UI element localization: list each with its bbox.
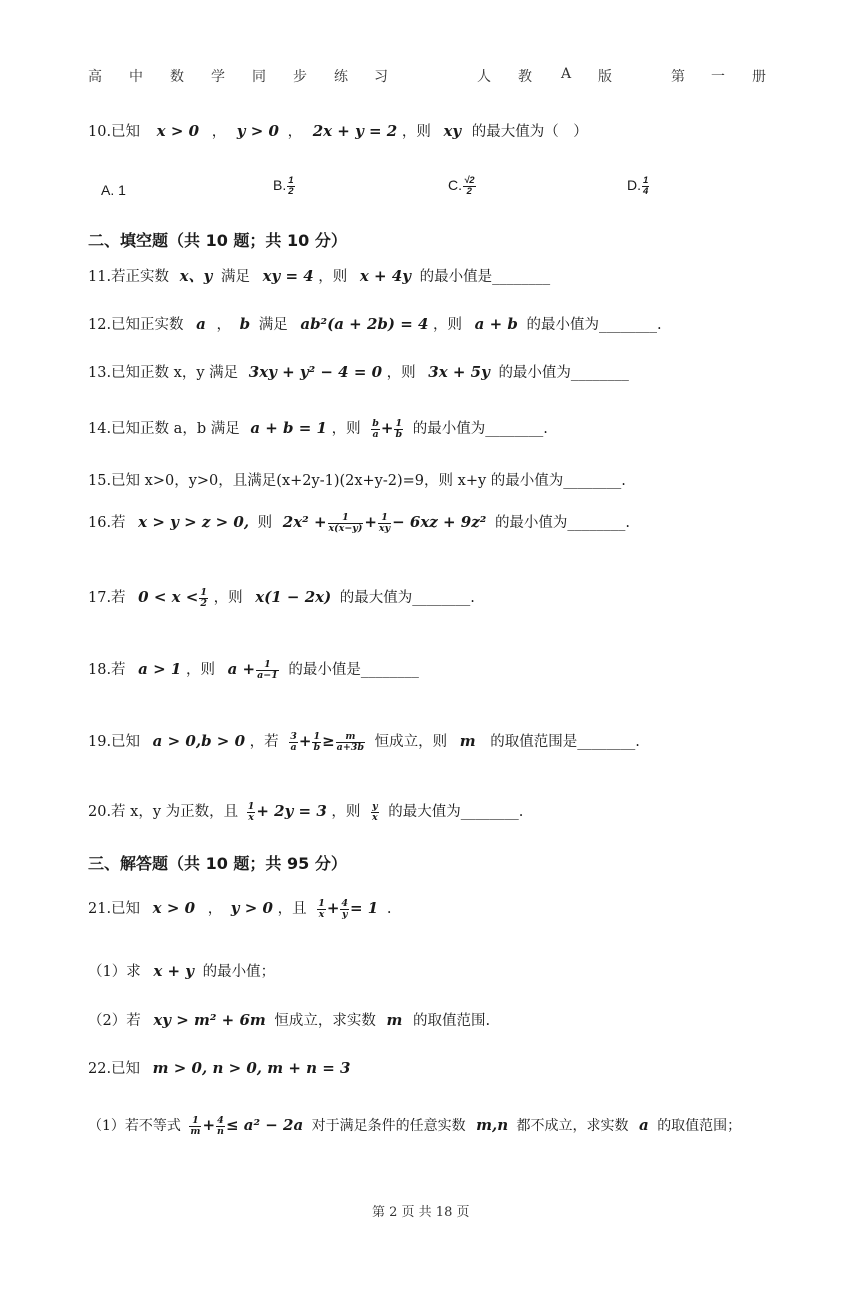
math-condition: a > 0,b > 0 [152,732,246,750]
text: ，则 [318,269,348,285]
question-15: 15.已知 x>0，y>0，且满足(x+2y-1)(2x+y-2)=9，则 x+y 的最小值为________. [88,473,626,489]
option-label: C. [448,177,462,194]
fraction-denominator: 2 [466,186,472,197]
text: 20.若 x，y 为正数，且 [88,804,239,820]
math-variables: m,n [476,1116,509,1134]
text: 21.已知 [88,901,141,917]
text: 的最小值为________. [494,515,631,531]
question-19 [88,730,640,753]
text: 则 [257,515,273,531]
text: 满足 [220,269,250,285]
header-char: 教 [518,69,532,85]
punctuation: . [386,901,392,917]
option-a: A. 1 [101,182,126,198]
fraction-numerator: 1 [328,513,364,524]
fraction-denominator: 2 [200,597,207,609]
header-char: 高 [88,69,102,85]
punctuation: ， [207,901,223,917]
math-variable: m [386,1011,403,1029]
text: 对于满足条件的任意实数 [311,1118,466,1134]
section-heading-fill-blank: 二、填空题（共 10 题；共 10 分） [88,231,347,250]
fraction-numerator: 3 [290,730,297,742]
math-expression: a + b [474,315,518,333]
text: 满足 [258,317,288,333]
fraction-denominator: n [217,1125,224,1137]
text: 14.已知正数 a，b 满足 [88,421,240,437]
fraction-denominator: b [313,741,321,753]
question-12 [88,313,662,334]
math-condition: a + b = 1 [250,419,327,437]
option-label: D. [627,177,641,194]
text: 的最小值是________ [419,269,551,285]
page-number-footer: 第 2 页 共 18 页 [372,1205,470,1220]
fraction-denominator: a [372,428,379,440]
math-condition: 2x + y = 2 [312,122,398,140]
header-char: 数 [170,69,184,85]
question-10 [88,120,588,141]
fraction-numerator: 1 [200,586,207,598]
text: ，则 [213,590,243,606]
text: ，则 [331,421,361,437]
header-char: 册 [752,69,766,85]
fraction-numerator: 1 [395,417,403,429]
fraction-denominator: a [290,741,297,753]
math-operator: + [380,419,394,437]
text: 的取值范围. [412,1013,491,1029]
text: ，则 [433,317,463,333]
question-number: 10.已知 [88,124,141,140]
question-22-part-1 [88,1115,741,1137]
fraction-numerator: 4 [217,1114,224,1126]
math-condition: m > 0, n > 0, m + n = 3 [152,1059,351,1077]
text: ，则 [401,124,431,140]
math-expression: ≤ a² − 2a [225,1116,304,1134]
header-char: 同 [252,69,266,85]
math-variable: a [196,315,206,333]
fraction-denominator: a−1 [257,669,278,681]
math-expression: + 2y = 3 [256,802,327,820]
fraction-denominator: b [395,428,403,440]
header-char: A [561,66,572,82]
header-char: 中 [129,69,143,85]
fraction-numerator: 1 [318,897,325,909]
fraction-numerator: 1 [189,1116,201,1127]
math-expression: 2x² + [282,513,327,531]
text: 的取值范围； [657,1118,742,1134]
fraction-denominator: 2 [288,186,294,197]
header-char: 版 [598,69,612,85]
text: 18.若 [88,662,126,678]
math-expression: xy [443,122,462,140]
math-operator: ≥ [322,732,335,750]
math-variable: a [639,1116,649,1134]
option-d [627,176,650,197]
fraction-numerator: m [336,732,365,743]
text: ，则 [185,662,215,678]
text: 13.已知正数 x，y 满足 [88,365,239,381]
header-char: 习 [374,69,388,85]
header-char: 一 [711,69,725,85]
header-char: 人 [477,69,491,85]
math-expression: x(1 − 2x) [255,588,332,606]
header-char: 第 [671,69,685,85]
math-operator: + [298,732,312,750]
text: 的最大值为（ ） [471,124,588,140]
text: ，则 [386,365,416,381]
text: （1）求 [88,964,141,980]
text: 的取值范围是________. [490,734,640,750]
math-condition: y > 0 [236,122,279,140]
text: ，若 [249,734,279,750]
math-operator: + [326,899,340,917]
math-condition: ab²(a + 2b) = 4 [300,315,429,333]
fraction-numerator: 1 [378,513,391,524]
punctuation: ， [216,317,232,333]
fraction-numerator: √2 [464,175,475,186]
option-b [273,176,296,197]
fraction-denominator: 4 [643,186,649,197]
fraction-numerator: 1 [256,660,279,671]
math-variable: b [239,315,251,333]
header-char: 学 [211,69,225,85]
header-char: 步 [293,69,307,85]
question-17 [88,586,475,609]
fraction-denominator: xy [378,522,391,534]
text: 的最大值为________. [339,590,475,606]
fraction-denominator: m [190,1125,201,1137]
question-14 [88,417,548,440]
math-condition: 0 < x < [138,588,199,606]
section-heading-solve: 三、解答题（共 10 题；共 95 分） [88,854,347,873]
text: ，则 [331,804,361,820]
option-c [448,176,477,197]
text: 12.已知正实数 [88,317,184,333]
text: 11.若正实数 [88,269,170,285]
text: 16.若 [88,515,126,531]
text: 都不成立，求实数 [516,1118,629,1134]
punctuation: ， [287,124,303,140]
math-expression: x + 4y [359,267,411,285]
math-condition: a > 1 [138,660,182,678]
text: 的最小值是________ [288,662,419,678]
math-condition: 3xy + y² − 4 = 0 [248,363,383,381]
text: 的最小值为________. [526,317,662,333]
math-expression: a + [227,660,256,678]
text: 17.若 [88,590,126,606]
question-20 [88,800,523,823]
question-21-part-1 [88,960,275,981]
fraction-denominator: x [248,811,254,823]
text: （1）若不等式 [88,1118,181,1134]
question-22 [88,1057,350,1078]
question-13 [88,361,629,382]
question-16 [88,511,630,534]
math-variables: x、y [179,267,213,285]
math-expression: xy > m² + 6m [153,1011,266,1029]
math-condition: x > 0 [152,899,196,917]
header-char: 练 [334,69,348,85]
fraction-denominator: x [372,811,378,823]
math-expression: = 1 [350,899,379,917]
math-condition: x > y > z > 0, [138,513,250,531]
math-condition: xy = 4 [262,267,314,285]
fraction-denominator: a+3b [336,741,365,753]
math-expression: 3x + 5y [428,363,490,381]
fraction-numerator: 1 [288,175,294,186]
text: 的最小值； [202,964,276,980]
text: 的最大值为________. [388,804,524,820]
math-operator: + [364,513,377,531]
text: 22.已知 [88,1061,141,1077]
question-21 [88,897,391,920]
text: 的最小值为________. [412,421,548,437]
fraction-numerator: 1 [643,175,649,186]
text: 恒成立，则 [374,734,448,750]
question-21-part-2 [88,1009,490,1030]
math-expression: − 6xz + 9z² [392,513,487,531]
math-condition: x > 0 [156,122,200,140]
fraction-numerator: 1 [247,800,255,812]
math-condition: y > 0 [230,899,273,917]
fraction-numerator: 4 [341,897,349,909]
text: 19.已知 [88,734,141,750]
option-label: B. [273,177,287,194]
math-expression: x + y [153,962,195,980]
text: 的最小值为________ [498,365,629,381]
fraction-denominator: x(x−y) [328,522,363,534]
punctuation: ， [211,124,227,140]
math-operator: + [202,1116,216,1134]
text: 恒成立，求实数 [274,1013,376,1029]
fraction-numerator: b [372,417,379,429]
text: （2）若 [88,1013,141,1029]
text: ，且 [277,901,307,917]
math-variable: m [459,732,476,750]
fraction-numerator: 1 [313,730,321,742]
fraction-numerator: y [372,800,378,812]
fraction-denominator: x [318,908,325,920]
question-18 [88,658,419,681]
fraction-denominator: y [341,908,348,920]
question-11 [88,265,550,286]
